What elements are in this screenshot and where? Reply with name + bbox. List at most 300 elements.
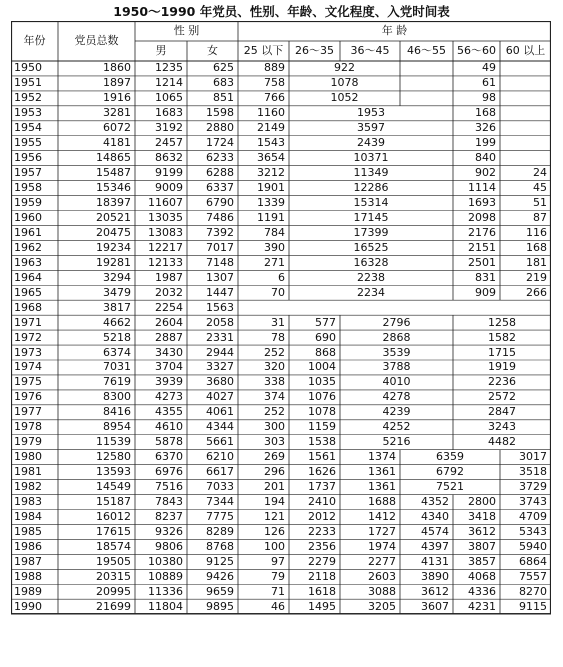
cell-age-value: 1361	[368, 465, 396, 479]
cell-age-value: 3418	[468, 509, 496, 523]
cell-age-value: 1114	[468, 181, 496, 195]
cell-female: 6210	[206, 450, 234, 464]
cell-female: 7344	[206, 495, 234, 509]
cell-age-value: 1538	[308, 435, 336, 449]
header-age-group: 25 以下	[243, 44, 284, 57]
cell-male: 2604	[155, 315, 183, 329]
cell-female: 1724	[206, 136, 234, 150]
cell-total: 5218	[103, 330, 131, 344]
cell-age-value: 1374	[368, 450, 396, 464]
cell-male: 10889	[148, 569, 183, 583]
cell-female: 9125	[206, 554, 234, 568]
cell-age-value: 831	[475, 270, 496, 284]
cell-female: 6617	[206, 465, 234, 479]
cell-age-value: 10371	[353, 151, 389, 165]
cell-male: 3939	[155, 375, 183, 389]
cell-age-value: 168	[526, 240, 547, 254]
cell-age-value: 2233	[308, 524, 336, 538]
cell-age-value: 2501	[468, 255, 496, 269]
cell-female: 5661	[206, 435, 234, 449]
cell-age-value: 1160	[257, 106, 285, 120]
cell-age-value: 320	[264, 360, 285, 374]
cell-age-value: 4709	[519, 509, 547, 523]
cell-total: 13593	[96, 465, 131, 479]
cell-total: 15487	[96, 166, 131, 180]
cell-year: 1959	[14, 196, 42, 210]
cell-male: 11804	[148, 599, 183, 613]
cell-total: 18574	[96, 539, 131, 553]
cell-year: 1982	[14, 480, 42, 494]
cell-age-value: 1901	[257, 181, 285, 195]
header-total: 党员总数	[74, 34, 119, 47]
cell-age-value: 1035	[308, 375, 336, 389]
cell-total: 7619	[103, 375, 131, 389]
cell-age-value: 181	[526, 255, 547, 269]
cell-year: 1961	[14, 225, 42, 239]
cell-male: 11607	[148, 196, 183, 210]
cell-male: 9009	[155, 181, 183, 195]
cell-age-value: 3612	[421, 584, 449, 598]
cell-total: 3281	[103, 106, 131, 120]
cell-age-value: 3857	[468, 554, 496, 568]
cell-age-value: 15314	[353, 196, 389, 210]
cell-age-value: 2098	[468, 210, 496, 224]
cell-male: 12217	[148, 240, 183, 254]
cell-age-value: 5940	[519, 539, 547, 553]
cell-female: 3327	[206, 360, 234, 374]
cell-male: 4273	[155, 390, 183, 404]
cell-total: 15187	[96, 495, 131, 509]
cell-female: 8289	[206, 524, 234, 538]
cell-age-value: 61	[482, 76, 496, 90]
cell-total: 11539	[96, 435, 131, 449]
cell-age-value: 17145	[353, 210, 389, 224]
cell-age-value: 3212	[257, 166, 285, 180]
cell-age-value: 269	[264, 450, 285, 464]
cell-male: 7843	[155, 495, 183, 509]
cell-male: 9326	[155, 524, 183, 538]
cell-age-value: 2603	[368, 569, 396, 583]
cell-age-value: 1076	[308, 390, 336, 404]
cell-year: 1990	[14, 599, 42, 613]
cell-age-value: 9115	[519, 599, 547, 613]
cell-age-value: 3243	[488, 420, 516, 434]
cell-age-value: 16328	[353, 255, 389, 269]
cell-age-value: 2118	[308, 569, 336, 583]
cell-female: 1447	[206, 285, 234, 299]
cell-male: 2887	[155, 330, 183, 344]
cell-total: 21699	[96, 599, 131, 613]
cell-female: 6790	[206, 196, 234, 210]
cell-age-value: 121	[264, 509, 285, 523]
cell-year: 1988	[14, 569, 42, 583]
cell-year: 1965	[14, 285, 42, 299]
cell-year: 1968	[14, 300, 42, 314]
cell-female: 1598	[206, 106, 234, 120]
cell-age-value: 1919	[488, 360, 516, 374]
cell-year: 1963	[14, 255, 42, 269]
cell-year: 1977	[14, 405, 42, 419]
cell-age-value: 87	[533, 210, 547, 224]
header-gender: 性 别	[173, 24, 200, 37]
cell-age-value: 5343	[519, 524, 547, 538]
cell-total: 1897	[103, 76, 131, 90]
cell-age-value: 1159	[308, 420, 336, 434]
cell-male: 2254	[155, 300, 183, 314]
cell-male: 6370	[155, 450, 183, 464]
cell-age-value: 4252	[382, 420, 411, 434]
cell-age-value: 784	[264, 225, 285, 239]
cell-male: 5878	[155, 435, 183, 449]
header-year: 年份	[23, 34, 46, 47]
cell-age-value: 252	[264, 345, 285, 359]
cell-year: 1979	[14, 435, 42, 449]
cell-male: 8632	[155, 151, 183, 165]
cell-female: 6337	[206, 181, 234, 195]
cell-age-value: 201	[264, 480, 285, 494]
cell-age-value: 1495	[308, 599, 336, 613]
cell-total: 6374	[103, 345, 131, 359]
cell-male: 2457	[155, 136, 183, 150]
header-age-group: 46～55	[407, 44, 446, 57]
cell-male: 1683	[155, 106, 183, 120]
cell-age-value: 3890	[421, 569, 449, 583]
cell-age-value: 326	[475, 121, 496, 135]
cell-age-value: 8270	[519, 584, 547, 598]
cell-total: 20521	[96, 210, 131, 224]
cell-total: 8300	[103, 390, 131, 404]
cell-age-value: 4278	[382, 390, 411, 404]
cell-age-value: 4574	[421, 524, 449, 538]
cell-age-value: 2868	[382, 330, 411, 344]
cell-age-value: 24	[533, 166, 547, 180]
cell-age-value: 6	[278, 270, 285, 284]
cell-total: 3817	[103, 300, 131, 314]
cell-female: 9659	[206, 584, 234, 598]
cell-age-value: 2151	[468, 240, 496, 254]
cell-age-value: 1737	[308, 480, 336, 494]
cell-total: 1916	[103, 91, 131, 105]
cell-age-value: 2279	[308, 554, 336, 568]
cell-age-value: 70	[271, 285, 285, 299]
cell-age-value: 51	[533, 196, 547, 210]
cell-age-value: 1561	[308, 450, 336, 464]
cell-age-value: 922	[334, 61, 355, 75]
cell-female: 1307	[206, 270, 234, 284]
cell-male: 1235	[155, 61, 183, 75]
cell-age-value: 909	[475, 285, 496, 299]
cell-age-value: 7521	[436, 480, 464, 494]
cell-age-value: 3788	[382, 360, 411, 374]
cell-total: 16012	[96, 509, 131, 523]
cell-total: 17615	[96, 524, 131, 538]
cell-male: 11336	[148, 584, 183, 598]
cell-age-value: 3607	[421, 599, 449, 613]
cell-age-value: 690	[315, 330, 336, 344]
cell-total: 18397	[96, 196, 131, 210]
cell-age-value: 1974	[368, 539, 396, 553]
cell-male: 3430	[155, 345, 183, 359]
cell-age-value: 2176	[468, 225, 496, 239]
cell-age-value: 3597	[357, 121, 385, 135]
cell-age-value: 78	[271, 330, 285, 344]
cell-female: 625	[213, 61, 234, 75]
cell-total: 14549	[96, 480, 131, 494]
cell-year: 1976	[14, 390, 42, 404]
cell-male: 2032	[155, 285, 183, 299]
cell-female: 3680	[206, 375, 234, 389]
cell-total: 8954	[103, 420, 131, 434]
cell-total: 20475	[96, 225, 131, 239]
cell-age-value: 194	[264, 495, 285, 509]
cell-age-value: 1412	[368, 509, 396, 523]
cell-female: 8768	[206, 539, 234, 553]
cell-age-value: 1582	[488, 330, 516, 344]
cell-age-value: 3539	[382, 345, 411, 359]
cell-age-value: 4336	[468, 584, 496, 598]
cell-age-value: 2234	[357, 285, 385, 299]
cell-total: 7031	[103, 360, 131, 374]
cell-total: 4662	[103, 315, 131, 329]
cell-age-value: 1078	[308, 405, 336, 419]
cell-year: 1986	[14, 539, 42, 553]
cell-age-value: 1078	[330, 76, 359, 90]
cell-age-value: 45	[533, 181, 547, 195]
cell-age-value: 4068	[468, 569, 496, 583]
cell-female: 2058	[206, 315, 234, 329]
cell-year: 1960	[14, 210, 42, 224]
cell-female: 683	[213, 76, 234, 90]
cell-female: 7148	[206, 255, 234, 269]
cell-age-value: 6359	[436, 450, 464, 464]
cell-age-value: 3017	[519, 450, 547, 464]
cell-age-value: 3807	[468, 539, 496, 553]
cell-age-value: 2356	[308, 539, 336, 553]
cell-female: 7486	[206, 210, 234, 224]
cell-total: 4181	[103, 136, 131, 150]
cell-year: 1971	[14, 315, 42, 329]
cell-age-value: 3088	[368, 584, 396, 598]
cell-male: 7516	[155, 480, 183, 494]
cell-total: 6072	[103, 121, 131, 135]
cell-total: 12580	[96, 450, 131, 464]
cell-age-value: 1004	[308, 360, 336, 374]
cell-male: 13035	[148, 210, 183, 224]
cell-age-value: 2236	[488, 375, 516, 389]
cell-male: 9199	[155, 166, 183, 180]
cell-age-value: 12286	[353, 181, 389, 195]
cell-age-value: 126	[264, 524, 285, 538]
cell-male: 12133	[148, 255, 183, 269]
cell-age-value: 3654	[257, 151, 285, 165]
cell-age-value: 6864	[519, 554, 547, 568]
cell-year: 1964	[14, 270, 42, 284]
cell-age-value: 889	[264, 61, 285, 75]
header-female: 女	[207, 44, 218, 57]
cell-male: 3192	[155, 121, 183, 135]
cell-age-value: 2572	[488, 390, 516, 404]
cell-age-value: 71	[271, 584, 285, 598]
cell-age-value: 1953	[357, 106, 385, 120]
cell-year: 1980	[14, 450, 42, 464]
cell-age-value: 2410	[308, 495, 336, 509]
cell-age-value: 3205	[368, 599, 396, 613]
cell-age-value: 758	[264, 76, 285, 90]
cell-female: 7033	[206, 480, 234, 494]
cell-age-value: 4131	[421, 554, 449, 568]
cell-male: 8237	[155, 509, 183, 523]
cell-female: 6233	[206, 151, 234, 165]
cell-year: 1953	[14, 106, 42, 120]
cell-age-value: 5216	[382, 435, 411, 449]
cell-age-value: 3612	[468, 524, 496, 538]
cell-age-value: 46	[271, 599, 285, 613]
cell-age-value: 902	[475, 166, 496, 180]
cell-female: 4344	[206, 420, 234, 434]
cell-age-value: 2012	[308, 509, 336, 523]
cell-total: 3294	[103, 270, 131, 284]
cell-total: 19281	[96, 255, 131, 269]
cell-age-value: 3729	[519, 480, 547, 494]
cell-age-value: 868	[315, 345, 336, 359]
header-age-group: 26～35	[295, 44, 334, 57]
cell-male: 4610	[155, 420, 183, 434]
cell-total: 15346	[96, 181, 131, 195]
cell-age-value: 1626	[308, 465, 336, 479]
cell-male: 1214	[155, 76, 183, 90]
cell-age-value: 97	[271, 554, 285, 568]
cell-age-value: 1191	[257, 210, 285, 224]
cell-male: 6976	[155, 465, 183, 479]
cell-age-value: 1543	[257, 136, 285, 150]
cell-female: 1563	[206, 300, 234, 314]
cell-total: 8416	[103, 405, 131, 419]
cell-year: 1957	[14, 166, 42, 180]
cell-age-value: 1339	[257, 196, 285, 210]
cell-age-value: 49	[482, 61, 496, 75]
cell-year: 1955	[14, 136, 42, 150]
cell-age-value: 296	[264, 465, 285, 479]
cell-age-value: 116	[526, 225, 547, 239]
cell-age-value: 199	[475, 136, 496, 150]
cell-age-value: 2796	[382, 315, 411, 329]
header-male: 男	[155, 44, 167, 57]
cell-age-value: 271	[264, 255, 285, 269]
cell-age-value: 4397	[421, 539, 449, 553]
cell-age-value: 3518	[519, 465, 547, 479]
party-member-table	[11, 21, 551, 655]
cell-age-value: 11349	[353, 166, 389, 180]
cell-age-value: 1618	[308, 584, 336, 598]
header-age: 年 龄	[381, 24, 408, 37]
cell-total: 1860	[103, 61, 131, 75]
cell-female: 4061	[206, 405, 234, 419]
cell-age-value: 2277	[368, 554, 396, 568]
cell-year: 1950	[14, 61, 42, 75]
cell-age-value: 4239	[382, 405, 411, 419]
cell-age-value: 4231	[468, 599, 496, 613]
cell-age-value: 4010	[382, 375, 411, 389]
cell-age-value: 219	[526, 270, 547, 284]
cell-age-value: 16525	[353, 240, 389, 254]
cell-age-value: 338	[264, 375, 285, 389]
cell-age-value: 300	[264, 420, 285, 434]
cell-year: 1956	[14, 151, 42, 165]
cell-year: 1984	[14, 509, 42, 523]
cell-male: 3704	[155, 360, 183, 374]
cell-year: 1972	[14, 330, 42, 344]
cell-female: 6288	[206, 166, 234, 180]
cell-age-value: 1693	[468, 196, 496, 210]
cell-age-value: 4340	[421, 509, 449, 523]
header-age-group: 36～45	[350, 44, 390, 57]
cell-age-value: 4482	[488, 435, 516, 449]
cell-age-value: 2149	[257, 121, 285, 135]
cell-female: 2944	[206, 345, 234, 359]
cell-female: 7392	[206, 225, 234, 239]
cell-age-value: 1258	[488, 315, 516, 329]
cell-age-value: 577	[315, 315, 336, 329]
cell-female: 9895	[206, 599, 234, 613]
cell-female: 7017	[206, 240, 234, 254]
cell-age-value: 168	[475, 106, 496, 120]
cell-male: 10380	[148, 554, 183, 568]
cell-female: 7775	[206, 509, 234, 523]
cell-total: 14865	[96, 151, 131, 165]
cell-age-value: 1052	[330, 91, 359, 105]
cell-year: 1989	[14, 584, 42, 598]
cell-female: 851	[213, 91, 234, 105]
cell-year: 1975	[14, 375, 42, 389]
cell-age-value: 4352	[421, 495, 449, 509]
cell-year: 1981	[14, 465, 42, 479]
cell-age-value: 6792	[436, 465, 464, 479]
cell-female: 9426	[206, 569, 234, 583]
cell-age-value: 252	[264, 405, 285, 419]
cell-year: 1974	[14, 360, 42, 374]
cell-year: 1954	[14, 121, 42, 135]
cell-male: 1065	[155, 91, 183, 105]
cell-male: 4355	[155, 405, 183, 419]
cell-age-value: 2800	[468, 495, 496, 509]
cell-age-value: 390	[264, 240, 285, 254]
cell-total: 19234	[96, 240, 131, 254]
cell-age-value: 79	[271, 569, 285, 583]
cell-age-value: 303	[264, 435, 285, 449]
cell-female: 2880	[206, 121, 234, 135]
cell-male: 13083	[148, 225, 183, 239]
cell-year: 1951	[14, 76, 42, 90]
header-age-group: 56～60	[457, 44, 496, 57]
cell-year: 1987	[14, 554, 42, 568]
cell-female: 2331	[206, 330, 234, 344]
cell-age-value: 7557	[519, 569, 547, 583]
cell-total: 3479	[103, 285, 131, 299]
cell-year: 1973	[14, 345, 42, 359]
cell-age-value: 2439	[357, 136, 385, 150]
cell-age-value: 766	[264, 91, 285, 105]
cell-year: 1985	[14, 524, 42, 538]
cell-year: 1962	[14, 240, 42, 254]
cell-age-value: 1361	[368, 480, 396, 494]
cell-age-value: 98	[482, 91, 496, 105]
cell-age-value: 374	[264, 390, 285, 404]
cell-year: 1978	[14, 420, 42, 434]
cell-male: 1987	[155, 270, 183, 284]
cell-age-value: 31	[271, 315, 285, 329]
header-age-group: 60 以上	[505, 44, 546, 57]
cell-total: 20315	[96, 569, 131, 583]
